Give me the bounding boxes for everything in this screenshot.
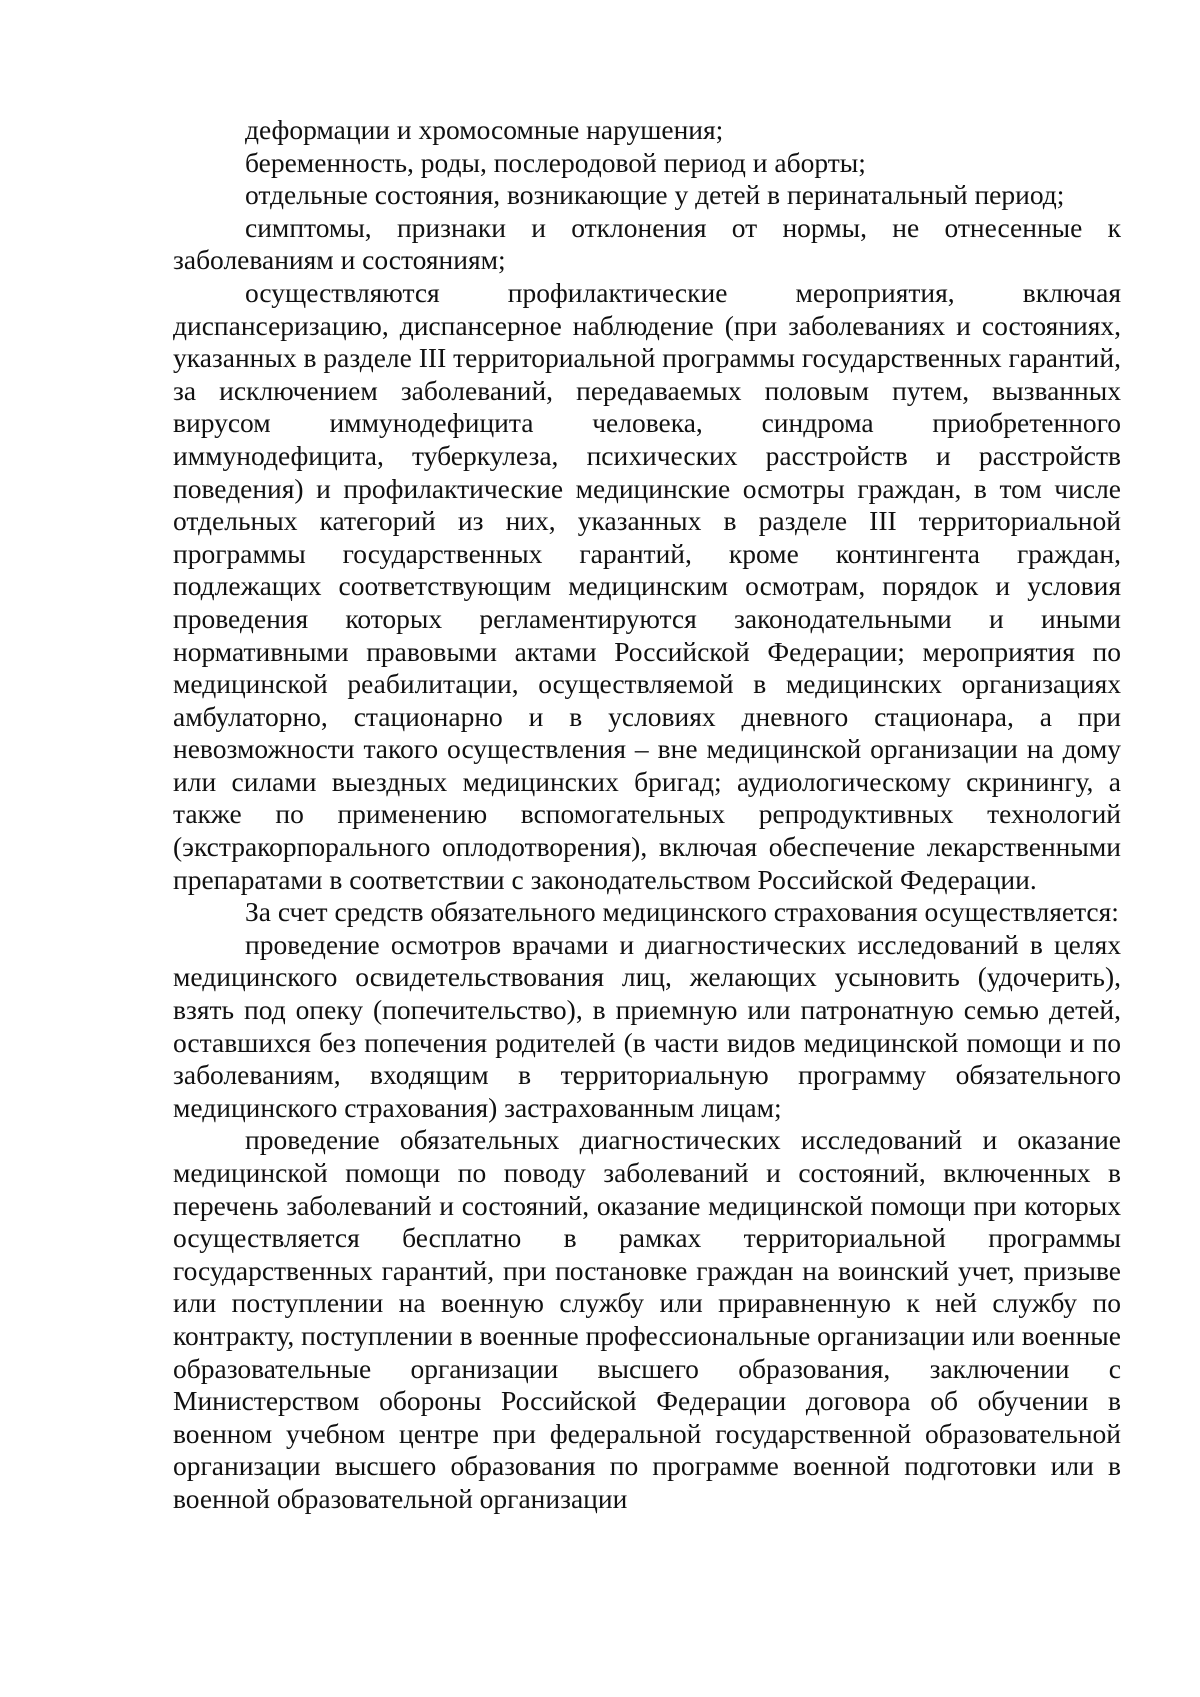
paragraph-adoption-exams: проведение осмотров врачами и диагностических исследований в целях медицинского освидетельствования лиц, желающих усыновить (удочерить), взять под опеку (попечительство), в приемную или патронатную семью детей, оставшихся без попечения родителей (в части видов медицинской помощи и по заболеваниям, входящим в территориальную программу обязательного медицинского страхования) застрахованным лицам;: [173, 928, 1121, 1123]
paragraph-preventive-measures: осуществляются профилактические мероприятия, включая диспансеризацию, диспансерное наблюдение (при заболеваниях и состояниях, указанных в разделе III территориальной программы государственных гарантий, за исключением заболеваний, передаваемых половым путем, вызванных вирусом иммунодефицита человека, синдрома приобретенного иммунодефицита, туберкулеза, психических расстройств и расстройств поведения) и профилактические медицинские осмотры граждан, в том числе отдельных категорий из них, указанных в разделе III территориальной программы государственных гарантий, кроме контингента граждан, подлежащих соответствующим медицинским осмотрам, порядок и условия проведения которых регламентируются законодательными и иными нормативными правовыми актами Российской Федерации; мероприятия по медицинской реабилитации, осуществляемой в медицинских организациях амбулаторно, стационарно и в условиях дневного стационара, а при невозможности такого осуществления – вне медицинской организации на дому или силами выездных медицинских бригад; аудиологическому скринингу, а также по применению вспомогательных репродуктивных технологий (экстракорпорального оплодотворения), включая обеспечение лекарственными препаратами в соответствии с законодательством Российской Федерации.: [173, 276, 1121, 895]
document-body: [173, 114, 1121, 1516]
paragraph-oms-intro: За счет средств обязательного медицинского страхования осуществляется:: [245, 896, 1119, 928]
paragraph-deformations: деформации и хромосомные нарушения;: [245, 114, 724, 145]
paragraph-pregnancy: беременность, роды, послеродовой период и аборты;: [245, 146, 866, 178]
paragraph-symptoms: симптомы, признаки и отклонения от нормы, не отнесенные к заболеваниям и состояниям;: [173, 211, 1121, 276]
paragraph-military-exams: проведение обязательных диагностических исследований и оказание медицинской помощи по поводу заболеваний и состояний, включенных в перечень заболеваний и состояний, оказание медицинской помощи при которых осуществляется бесплатно в рамках территориальной программы государственных гарантий, при постановке граждан на воинский учет, призыве или поступлении на военную службу или приравненную к ней службу по контракту, поступлении в военные профессиональные организации или военные образовательные организации высшего образования, заключении с Министерством обороны Российской Федерации договора об обучении в военном учебном центре при федеральной государственной образовательной организации высшего образования по программе военной подготовки или в военной образовательной организации: [173, 1124, 1121, 1514]
paragraph-perinatal: отдельные состояния, возникающие у детей в перинатальный период;: [245, 179, 1065, 211]
